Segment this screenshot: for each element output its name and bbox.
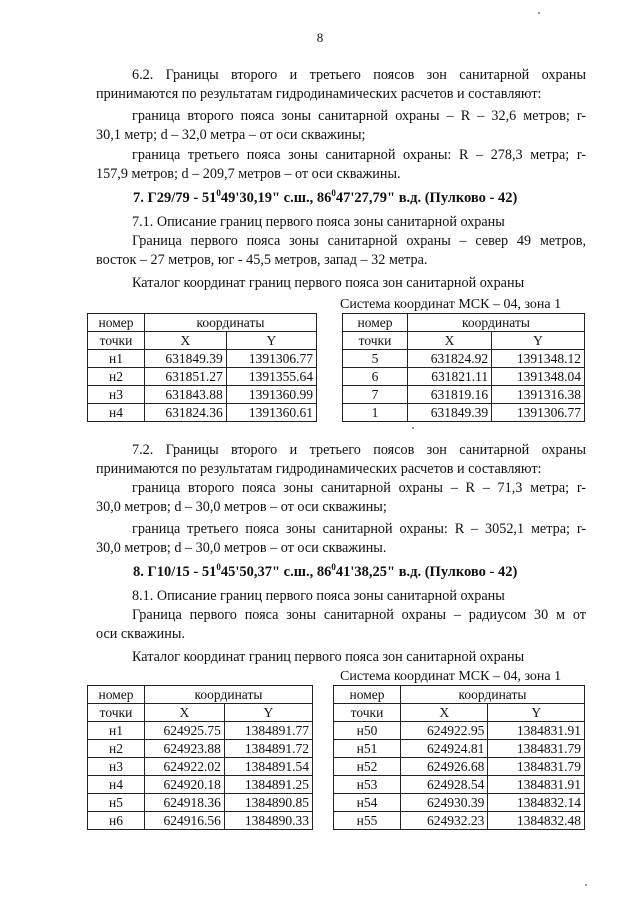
th-y: Y <box>488 704 585 722</box>
table-row: 5 631824.92 1391348.12 <box>343 350 585 368</box>
th-x: X <box>145 332 227 350</box>
s7-paragraph-3: 7.2. Границы второго и третьего поясов зон санитарной охраны <box>132 442 586 458</box>
table-row: н2 631851.27 1391355.64 <box>88 368 317 386</box>
s8-catalog-title: Каталог координат границ первого пояса зон санитарной охраны <box>132 649 525 665</box>
s6-paragraph-3-cont: 157,9 метров; d – 209,7 метров – от оси скважины. <box>96 166 401 182</box>
s7-paragraph-5-cont: 30,0 метров; d – 30,0 метров – от оси скважины. <box>96 540 387 556</box>
th-point: точки <box>334 704 401 722</box>
s8-coords-table-right <box>333 685 585 830</box>
table-row: н3 631843.88 1391360.99 <box>88 386 317 404</box>
th-x: X <box>145 704 225 722</box>
s7-coords-table-left <box>87 313 317 422</box>
table-row: н55 624932.23 1384832.48 <box>334 812 585 830</box>
th-x: X <box>408 332 492 350</box>
table-row: н1 631849.39 1391306.77 <box>88 350 317 368</box>
th-y: Y <box>492 332 585 350</box>
s7-paragraph-1: 7.1. Описание границ первого пояса зоны санитарной охраны <box>132 214 505 230</box>
s7-paragraph-2: Граница первого пояса зоны санитарной охраны – север 49 метров, <box>132 233 586 249</box>
th-x: X <box>401 704 488 722</box>
s7-paragraph-2-cont: восток – 27 метров, юг - 45,5 метров, запад – 32 метра. <box>96 252 428 268</box>
table-row: н53 624928.54 1384831.91 <box>334 776 585 794</box>
th-y: Y <box>224 704 312 722</box>
page-number: 8 <box>316 30 324 45</box>
th-point: точки <box>88 704 145 722</box>
th-coords: координаты <box>145 314 317 332</box>
th-y: Y <box>226 332 316 350</box>
table-row: н3 624922.02 1384891.54 <box>88 758 313 776</box>
table-row: н52 624926.68 1384831.79 <box>334 758 585 776</box>
s7-paragraph-5: граница третьего пояса зоны санитарной охраны: R – 3052,1 метра; r- <box>132 521 586 537</box>
th-num: номер <box>88 686 145 704</box>
th-coords: координаты <box>401 686 585 704</box>
table-row: н4 624920.18 1384891.25 <box>88 776 313 794</box>
s7-coordinate-system: Система координат МСК – 04, зона 1 <box>340 297 562 312</box>
table-row: н2 624923.88 1384891.72 <box>88 740 313 758</box>
s6-paragraph-2: граница второго пояса зоны санитарной охраны – R – 32,6 метров; r- <box>132 108 586 124</box>
table-row: н50 624922.95 1384831.91 <box>334 722 585 740</box>
scan-speck <box>585 884 587 886</box>
s8-coordinate-system: Система координат МСК – 04, зона 1 <box>340 669 562 684</box>
th-num: номер <box>334 686 401 704</box>
th-coords: координаты <box>408 314 585 332</box>
scan-speck <box>538 12 540 14</box>
th-num: номер <box>343 314 408 332</box>
s6-paragraph-1-cont: принимаются по результатам гидродинамических расчетов и составляют: <box>96 86 542 102</box>
table-row: н54 624930.39 1384832.14 <box>334 794 585 812</box>
s7-paragraph-4-cont: 30,0 метров; d – 30,0 метров – от оси скважины; <box>96 499 387 515</box>
th-num: номер <box>88 314 145 332</box>
s7-paragraph-4: граница второго пояса зоны санитарной охраны – R – 71,3 метра; r- <box>132 480 586 496</box>
th-point: точки <box>343 332 408 350</box>
table-row: н5 624918.36 1384890.85 <box>88 794 313 812</box>
th-coords: координаты <box>145 686 313 704</box>
table-row: н4 631824.36 1391360.61 <box>88 404 317 422</box>
table-row: 1 631849.39 1391306.77 <box>343 404 585 422</box>
table-row: н6 624916.56 1384890.33 <box>88 812 313 830</box>
table-row: н51 624924.81 1384831.79 <box>334 740 585 758</box>
s6-paragraph-1: 6.2. Границы второго и третьего поясов зон санитарной охраны <box>132 67 586 83</box>
s8-heading: 8. $Г10/15 - 51^045'50,37$" с.ш., $86^041'38,25$" в.д. (Пулково - 42) <box>133 562 518 580</box>
s6-paragraph-2-cont: 30,1 метр; d – 32,0 метра – от оси скважины; <box>96 127 366 143</box>
table-row: 6 631821.11 1391348.04 <box>343 368 585 386</box>
s7-catalog-title: Каталог координат границ первого пояса зон санитарной охраны <box>132 275 525 291</box>
s8-paragraph-1: 8.1. Описание границ первого пояса зоны санитарной охраны <box>132 588 505 604</box>
s7-heading: 7. $Г29/79 - 51^049'30,19$" с.ш., $86^047'27,79$" в.д. (Пулково - 42) <box>133 188 518 206</box>
s7-coords-table-right <box>342 313 585 422</box>
s8-paragraph-2: Граница первого пояса зоны санитарной охраны – радиусом 30 м от <box>132 607 586 623</box>
s8-coords-table-left <box>87 685 313 830</box>
table-row: н1 624925.75 1384891.77 <box>88 722 313 740</box>
table-row: 7 631819.16 1391316.38 <box>343 386 585 404</box>
s6-paragraph-3: граница третьего пояса зоны санитарной охраны: R – 278,3 метра; r- <box>132 147 586 163</box>
s8-paragraph-2-cont: оси скважины. <box>96 626 185 642</box>
scan-speck <box>412 427 414 429</box>
s7-paragraph-3-cont: принимаются по результатам гидродинамических расчетов и составляют: <box>96 461 542 477</box>
th-point: точки <box>88 332 145 350</box>
